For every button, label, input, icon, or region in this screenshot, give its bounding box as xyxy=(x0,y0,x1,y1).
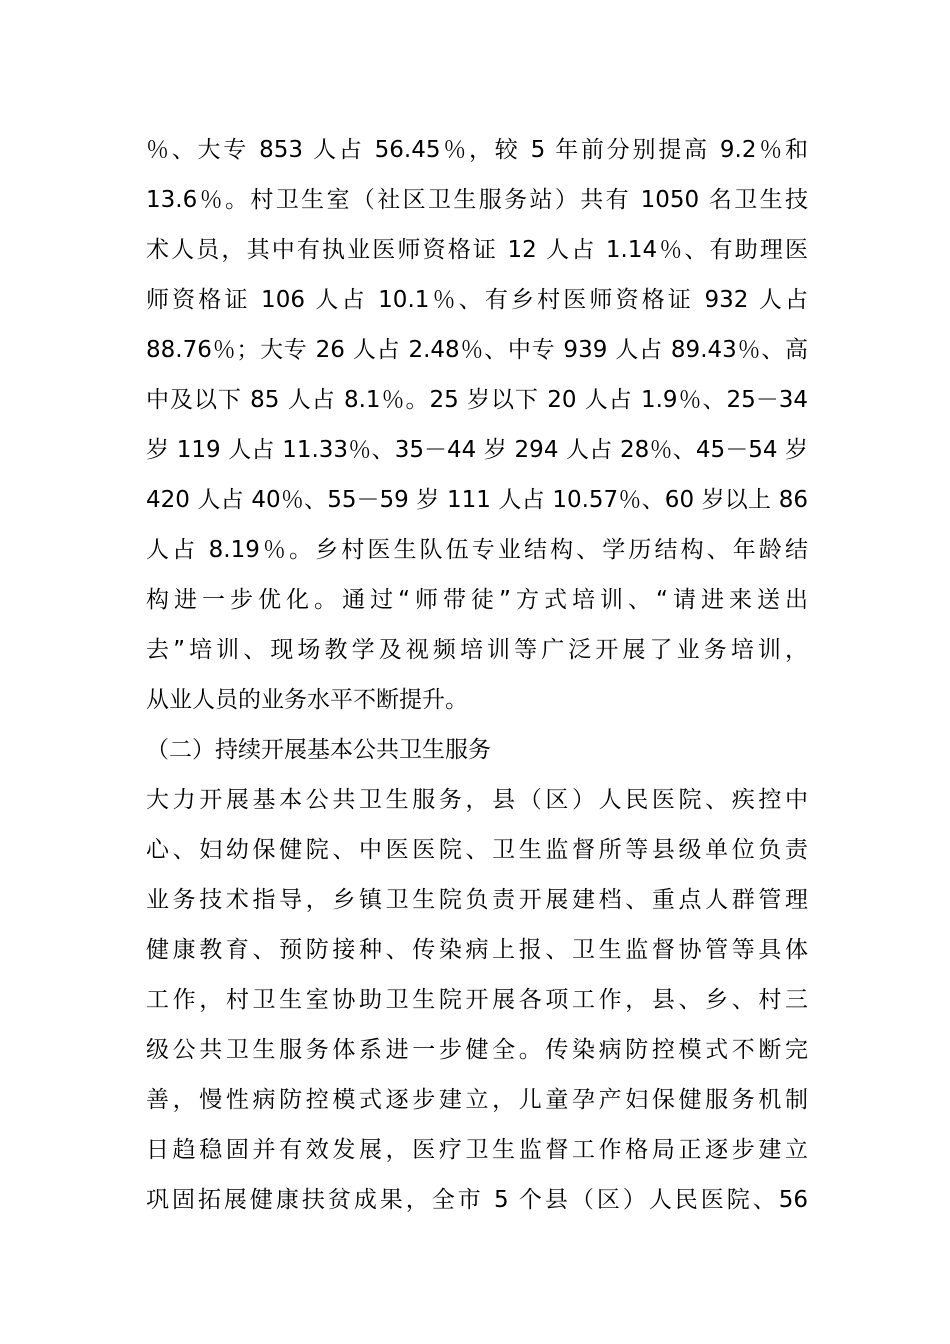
text-line: 善，慢性病防控模式逐步建立，儿童孕产妇保健服务机制 xyxy=(146,1087,808,1113)
text-line: 术人员，其中有执业医师资格证 12 人占 1.14％、有助理医 xyxy=(146,237,808,263)
text-line: 去”培训、现场教学及视频培训等广泛开展了业务培训， xyxy=(146,637,808,663)
text-line: 日趋稳固并有效发展，医疗卫生监督工作格局正逐步建立 xyxy=(146,1137,808,1163)
text-line: 420 人占 40％、55－59 岁 111 人占 10.57％、60 岁以上 86 xyxy=(146,487,808,513)
text-line: 巩固拓展健康扶贫成果，全市 5 个县（区）人民医院、56 xyxy=(146,1187,808,1213)
text-line: 岁 119 人占 11.33％、35－44 岁 294 人占 28％、45－54 岁 xyxy=(146,437,808,463)
text-line: 大力开展基本公共卫生服务，县（区）人民医院、疾控中 xyxy=(146,787,808,813)
text-line: 级公共卫生服务体系进一步健全。传染病防控模式不断完 xyxy=(146,1037,808,1063)
text-line: 心、妇幼保健院、中医医院、卫生监督所等县级单位负责 xyxy=(146,837,808,863)
text-line: 构进一步优化。通过“师带徒”方式培训、“请进来送出 xyxy=(146,587,808,613)
text-line: 88.76％；大专 26 人占 2.48％、中专 939 人占 89.43％、高 xyxy=(146,337,808,363)
text-line: 中及以下 85 人占 8.1％。25 岁以下 20 人占 1.9％、25－34 xyxy=(146,387,808,413)
text-line: 工作，村卫生室协助卫生院开展各项工作，县、乡、村三 xyxy=(146,987,808,1013)
text-line: 人占 8.19％。乡村医生队伍专业结构、学历结构、年龄结 xyxy=(146,537,808,563)
text-line: 从业人员的业务水平不断提升。 xyxy=(146,687,468,713)
text-line: 13.6％。村卫生室（社区卫生服务站）共有 1050 名卫生技 xyxy=(146,187,808,213)
text-line: ％、大专 853 人占 56.45％，较 5 年前分别提高 9.2％和 xyxy=(146,137,808,163)
section-heading: （二）持续开展基本公共卫生服务 xyxy=(146,737,491,763)
text-line: 师资格证 106 人占 10.1％、有乡村医师资格证 932 人占 xyxy=(146,287,808,313)
text-line: 业务技术指导，乡镇卫生院负责开展建档、重点人群管理 xyxy=(146,887,808,913)
text-line: 健康教育、预防接种、传染病上报、卫生监督协管等具体 xyxy=(146,937,808,963)
